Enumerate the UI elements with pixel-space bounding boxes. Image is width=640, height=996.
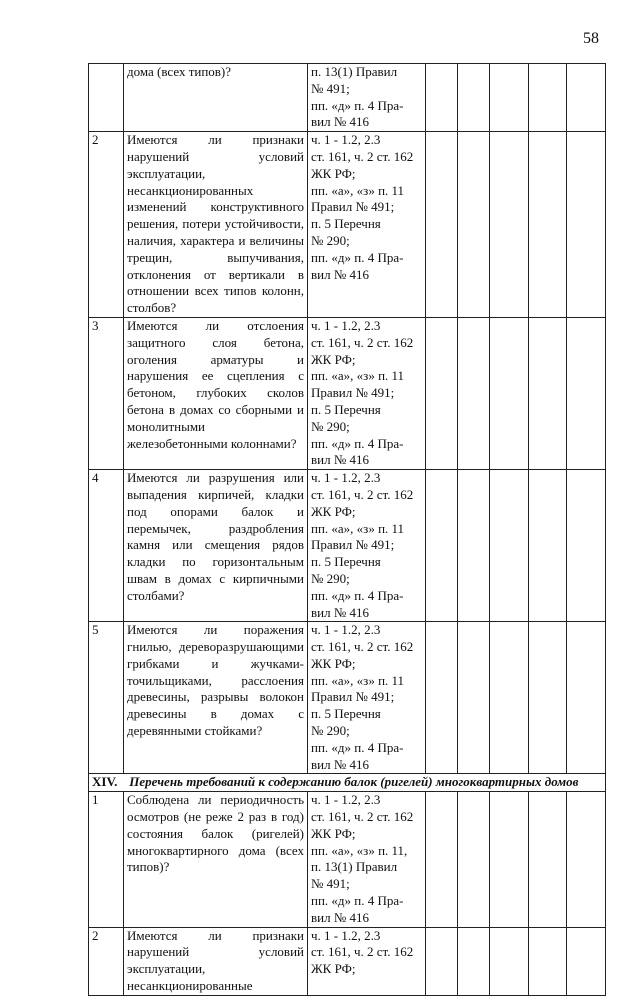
legal-reference-line: п. 5 Перечня [311,216,381,232]
table-row [89,132,606,318]
row-number: 3 [89,317,124,469]
answer-cell [490,64,529,132]
legal-reference-line: ЖК РФ; [311,351,356,367]
legal-references [308,470,426,622]
section-title: Перечень требований к содержанию балок (ригелей) многоквартирных домов [129,774,579,790]
legal-reference-line: № 491; [311,876,350,892]
legal-reference-line: пп. «д» п. 4 Пра- [311,893,404,909]
legal-reference-line: ч. 1 - 1.2, 2.3 [311,470,381,486]
answer-cell [458,792,490,927]
checklist-table [88,63,606,996]
answer-cell [567,622,606,774]
legal-reference-line: вил № 416 [311,909,369,925]
requirement-question: дома (всех типов)? [124,64,308,132]
legal-reference-line: № 290; [311,418,350,434]
legal-reference-line: ЖК РФ; [311,655,356,671]
legal-reference-line: Правил № 491; [311,689,395,705]
answer-cell [567,132,606,318]
legal-reference-line: № 290; [311,723,350,739]
legal-reference-line: п. 5 Перечня [311,706,381,722]
legal-reference-line: пп. «д» п. 4 Пра- [311,249,404,265]
legal-references [308,317,426,469]
legal-reference-line: пп. «а», «з» п. 11 [311,672,405,688]
answer-cell [567,64,606,132]
answer-cell [458,132,490,318]
page-number: 58 [583,30,599,47]
requirement-question: Имеются ли разрушения или выпадения кирпичей, кладки под опорами балок и перемычек, раздробления камня или смещения рядов кладки по горизонтальным швам в домах с кирпичными столбами? [124,470,308,622]
legal-reference-line: ч. 1 - 1.2, 2.3 [311,317,381,333]
legal-reference-line: Правил № 491; [311,537,395,553]
answer-cell [490,927,529,995]
answer-cell [490,792,529,927]
answer-cell [567,317,606,469]
answer-cell [529,927,567,995]
answer-cell [529,317,567,469]
legal-reference-line: пп. «а», «з» п. 11 [311,520,405,536]
legal-references [308,792,426,927]
table-row [89,927,606,995]
requirement-question: Имеются ли отслоения защитного слоя бетона, оголения арматуры и нарушения ее сцепления с бетоном, глубоких сколов бетона в домах со сборными и монолитными железобетонными колоннами? [124,317,308,469]
answer-cell [567,927,606,995]
answer-cell [458,622,490,774]
legal-reference-line: пп. «а», «з» п. 11 [311,182,405,198]
legal-reference-line: ст. 161, ч. 2 ст. 162 [311,486,414,502]
answer-cell [426,792,458,927]
legal-reference-line: п. 13(1) Правил [311,64,398,79]
legal-reference-line: ч. 1 - 1.2, 2.3 [311,927,381,943]
answer-cell [426,470,458,622]
legal-reference-line: ЖК РФ; [311,825,356,841]
answer-cell [490,470,529,622]
row-number: 5 [89,622,124,774]
answer-cell [426,927,458,995]
legal-reference-line: ЖК РФ; [311,503,356,519]
legal-reference-line: ЖК РФ; [311,165,356,181]
legal-reference-line: пп. «д» п. 4 Пра- [311,587,404,603]
answer-cell [529,792,567,927]
legal-references [308,927,426,995]
answer-cell [426,132,458,318]
legal-references [308,622,426,774]
legal-reference-line: № 290; [311,570,350,586]
legal-reference-line: ст. 161, ч. 2 ст. 162 [311,334,414,350]
answer-cell [529,64,567,132]
legal-reference-line: вил № 416 [311,452,369,468]
legal-reference-line: п. 13(1) Правил [311,859,398,875]
legal-reference-line: ч. 1 - 1.2, 2.3 [311,792,381,808]
legal-reference-line: ст. 161, ч. 2 ст. 162 [311,944,414,960]
answer-cell [458,64,490,132]
row-number: 4 [89,470,124,622]
legal-reference-line: № 491; [311,80,350,96]
answer-cell [458,927,490,995]
legal-reference-line: ст. 161, ч. 2 ст. 162 [311,148,414,164]
legal-reference-line: ЖК РФ; [311,961,356,977]
answer-cell [490,317,529,469]
legal-reference-line: п. 5 Перечня [311,401,381,417]
legal-reference-line: пп. «а», «з» п. 11 [311,368,405,384]
answer-cell [529,470,567,622]
answer-cell [426,317,458,469]
table-row [89,470,606,622]
requirement-question: Имеются ли признаки нарушений условий эксплуатации, несанкционированных изменений конструктивного решения, потери устойчивости, наличия, характера и величины трещин, выпучивания, отклонения от вертикали в отношении всех типов колонн, столбов? [124,132,308,318]
answer-cell [529,622,567,774]
answer-cell [490,132,529,318]
row-number: 2 [89,132,124,318]
answer-cell [426,622,458,774]
table-row [89,792,606,927]
legal-reference-line: ч. 1 - 1.2, 2.3 [311,622,381,638]
legal-references [308,132,426,318]
section-header [89,774,606,792]
answer-cell [426,64,458,132]
legal-reference-line: вил № 416 [311,756,369,772]
answer-cell [567,792,606,927]
legal-reference-line: № 290; [311,232,350,248]
legal-reference-line: вил № 416 [311,604,369,620]
legal-reference-line: ч. 1 - 1.2, 2.3 [311,132,381,148]
legal-reference-line: Правил № 491; [311,385,395,401]
legal-reference-line: ст. 161, ч. 2 ст. 162 [311,639,414,655]
table-row [89,317,606,469]
answer-cell [490,622,529,774]
answer-cell [458,317,490,469]
section-header-row [89,774,606,792]
requirement-question: Соблюдена ли периодичность осмотров (не реже 2 раз в год) состояния балок (ригелей) многоквартирного дома (всех типов)? [124,792,308,927]
legal-reference-line: ст. 161, ч. 2 ст. 162 [311,809,414,825]
row-number: 2 [89,927,124,995]
answer-cell [529,132,567,318]
legal-reference-line: вил № 416 [311,266,369,282]
answer-cell [567,470,606,622]
table-row [89,622,606,774]
requirement-question: Имеются ли признаки нарушений условий эксплуатации, несанкционированные [124,927,308,995]
answer-cell [458,470,490,622]
legal-reference-line: пп. «д» п. 4 Пра- [311,97,404,113]
legal-reference-line: Правил № 491; [311,199,395,215]
legal-reference-line: п. 5 Перечня [311,554,381,570]
row-number [89,64,124,132]
legal-reference-line: пп. «д» п. 4 Пра- [311,435,404,451]
table-row [89,64,606,132]
requirement-question: Имеются ли поражения гнилью, дереворазрушающими грибками и жучками-точильщиками, расслоения древесины, разрывы волокон древесины в домах с деревянными стойками? [124,622,308,774]
row-number: 1 [89,792,124,927]
legal-reference-line: пп. «а», «з» п. 11, [311,842,408,858]
legal-reference-line: пп. «д» п. 4 Пра- [311,739,404,755]
legal-reference-line: вил № 416 [311,114,369,130]
section-number: XIV. [92,774,118,790]
legal-references [308,64,426,132]
